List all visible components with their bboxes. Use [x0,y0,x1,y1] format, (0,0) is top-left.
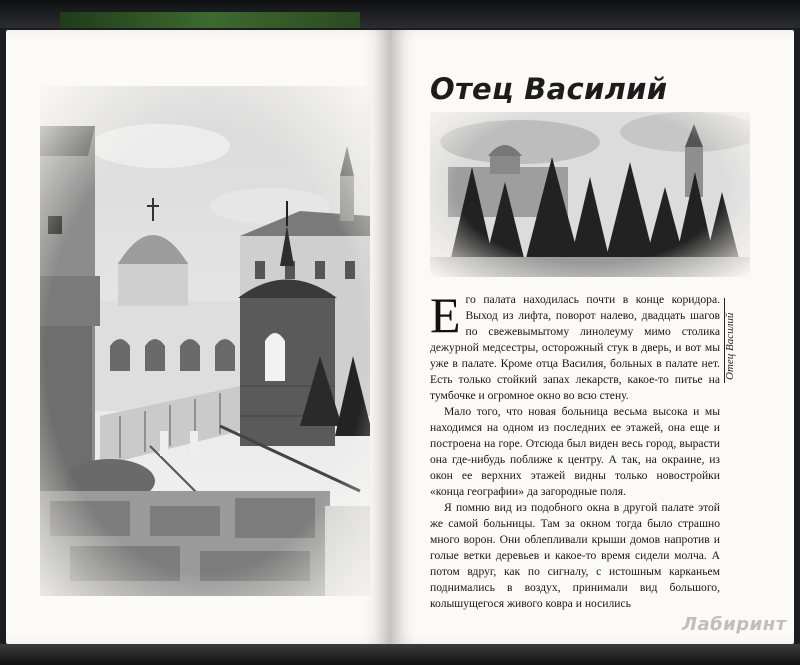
drop-cap: Е [430,287,461,343]
left-page [6,30,390,644]
paragraph [430,287,720,404]
monastery-trees-photo [430,112,750,277]
right-page [390,30,794,644]
running-head-text: Отец Василий [724,312,736,380]
paragraph: Я помню вид из подобного окна в другой палате этой же самой больницы. Там за окном тогда было страшно много ворон. Они облепливали крыши домов напротив и голые ветки деревьев и какое-то время сидели молча. А потом вдруг, как по сигналу, с истошным карканьем поднимались в воздух, принимали вид большого, колышущегося живого ковра и носились [430,501,720,610]
watermark-logo: Лабиринт [682,614,787,635]
paragraph-text: го палата находилась почти в конце коридора. Выход из лифта, поворот налево, двадцать шагов по свежевымытому линолеуму мимо столика дежурной медсестры, осторожный стук в дверь, и вот мы уже в палате. Кроме отца Василия, больных в палате нет. Есть только стойкий запах лекарств, какое-то питье на тумбочке и огромное окно во всю стену. [430,293,720,402]
body-text [430,287,720,612]
paragraph: Мало того, что новая больница весьма высока и мы находимся на одном из последних ее этажей, она еще и построена на горе. Отсюда был виден весь город, вырасти она где-нибудь поближе к центру. А так, на окраине, из окон ее верхних этажей видны только новостройки «конца географии» да загородные поля. [430,405,720,498]
running-head [724,298,745,383]
book-top-edge [0,0,800,28]
chapter-title: Отец Василий [430,72,668,106]
monastery-photo [40,86,370,596]
book-bottom-edge [0,644,800,665]
